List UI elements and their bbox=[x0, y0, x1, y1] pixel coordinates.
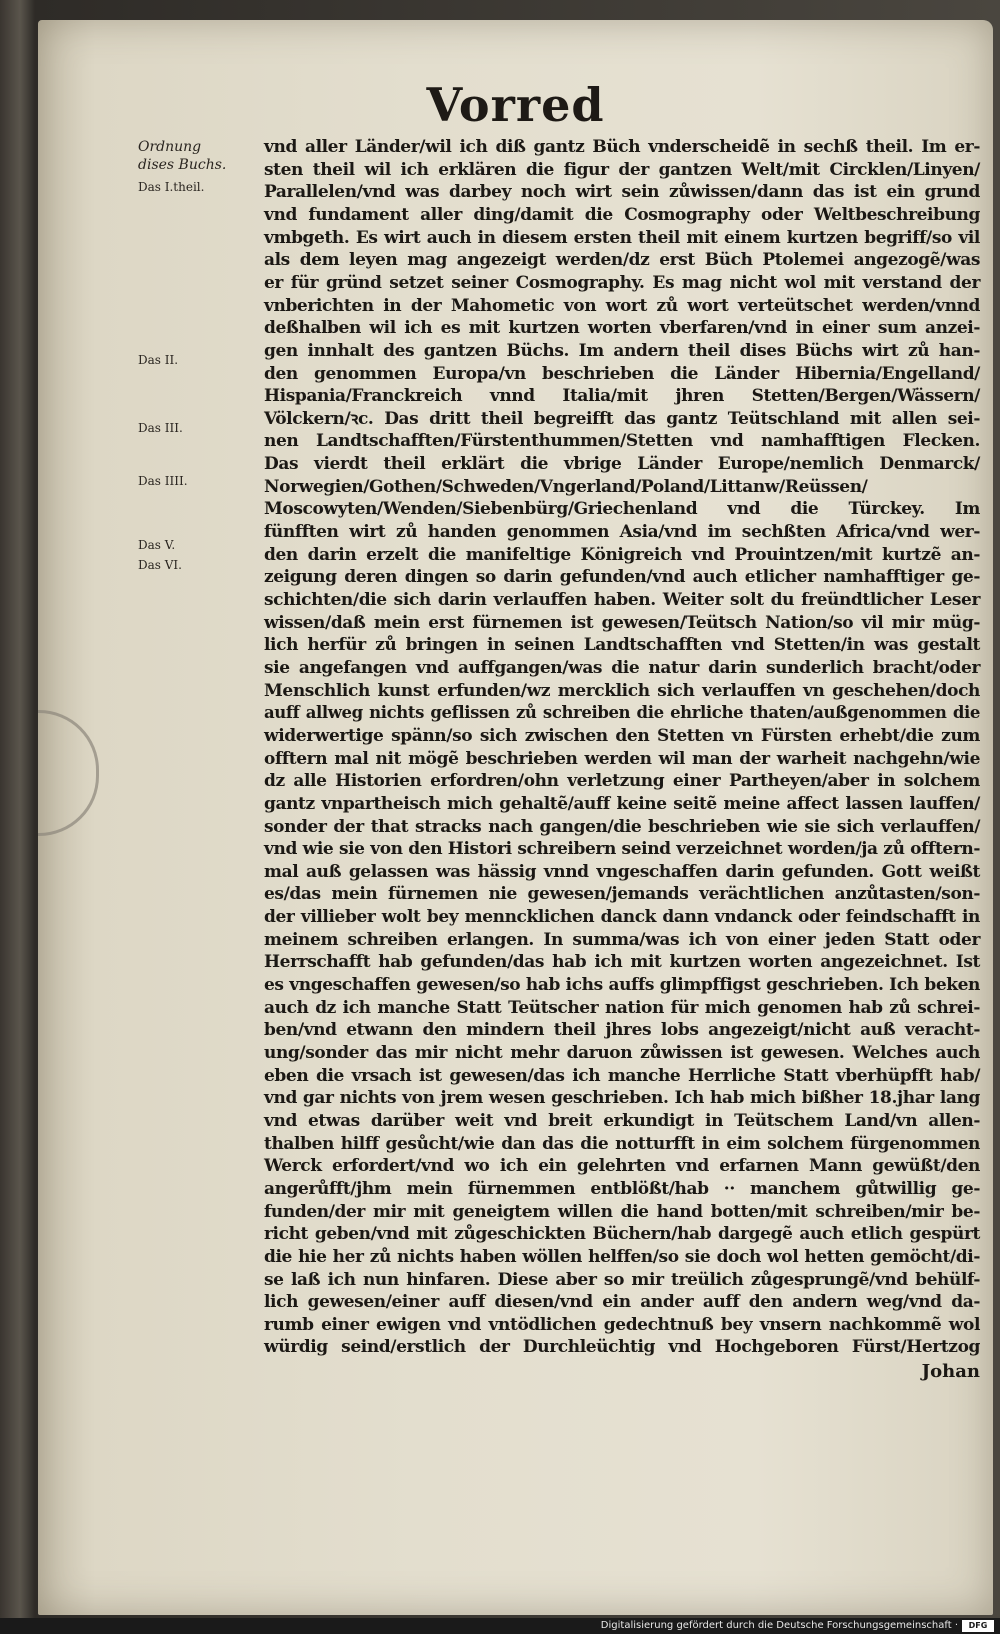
text-line: den genommen Europa/vn beschrieben die Länder Hibernia/Engelland/ bbox=[264, 363, 980, 384]
text-line: als dem leyen mag angezeigt werden/dz erst Büch Ptolemei angezogẽ/was bbox=[264, 250, 980, 271]
text-line: vmbgeth. Es wirt auch in diesem ersten theil mit einem kurtzen begriff/so vil bbox=[264, 227, 980, 248]
text-line: Parallelen/vnd was darbey noch wirt sein zůwissen/dann das ist ein grund bbox=[264, 182, 980, 203]
text-line: vnd etwas darüber weit vnd breit erkundigt in Teütschem Land/vn allen- bbox=[264, 1110, 980, 1131]
text-line: Norwegien/Gothen/Schweden/Vngerland/Poland/Littanw/Reüssen/ bbox=[264, 476, 868, 497]
text-line: angerůfft/jhm mein fürnemmen entblößt/hab ·· manchem gůtwillig ge- bbox=[264, 1178, 980, 1199]
text-line: Werck erfordert/vnd wo ich ein gelehrten vnd erfarnen Mann gewüßt/den bbox=[264, 1156, 980, 1177]
binding-clip bbox=[38, 710, 99, 836]
text-line: zeigung deren dingen so darin gefunden/vnd auch etlicher namhafftiger ge- bbox=[264, 567, 980, 588]
margin-note-dises-buchs: dises Buchs. bbox=[138, 157, 227, 173]
text-line: würdig seind/erstlich der Durchleüchtig vnd Hochgeboren Fürst/Hertzog bbox=[264, 1337, 980, 1358]
text-line: sten theil wil ich erklären die figur der gantzen Welt/mit Circklen/Linyen/ bbox=[264, 159, 980, 180]
text-line: mal auß gelassen was hässig vnnd vngeschaffen darin gefunden. Gott weißt bbox=[264, 861, 980, 882]
text-line: vnd wie sie von den Histori schreibern seind verzeichnet worden/ja zů offtern- bbox=[264, 839, 980, 860]
text-line: fünfften wirt zů handen genommen Asia/vnd im sechßten Africa/vnd wer- bbox=[264, 522, 980, 543]
text-line: gantz vnpartheisch mich gehaltẽ/auff keine seitẽ meine affect lassen lauffen/ bbox=[264, 793, 980, 814]
dfg-logo: DFG bbox=[962, 1620, 994, 1632]
text-line: gen innhalt des gantzen Büchs. Im andern theil dises Büchs wirt zů han- bbox=[264, 340, 980, 361]
text-line: lich herfür zů bringen in seinen Landtschafften vnd Stetten/in was gestalt bbox=[264, 635, 980, 656]
footer-bar bbox=[0, 1618, 1000, 1634]
text-line: vnd fundament aller ding/damit die Cosmography oder Weltbeschreibung bbox=[264, 204, 980, 225]
text-line: se laß ich nun hinfaren. Diese aber so mir treülich zůgesprungẽ/vnd behülf- bbox=[264, 1269, 980, 1290]
margin-note-das-i: Das I.theil. bbox=[138, 180, 205, 194]
text-line: es/das mein fürnemen nie gewesen/jemands verächtlichen anzůtasten/son- bbox=[264, 884, 980, 905]
text-line: Hispania/Franckreich vnnd Italia/mit jhren Stetten/Bergen/Wässern/ bbox=[264, 386, 980, 407]
text-line: widerwertige spänn/so sich zwischen den Stetten vn Fürsten erhebt/die zum bbox=[264, 725, 980, 746]
text-line: rumb einer ewigen vnd vntödlichen gedechtnuß bey vnsern nachkommẽ wol bbox=[264, 1314, 980, 1335]
running-head: Vorred bbox=[426, 78, 605, 132]
text-line: meinem schreiben erlangen. In summa/was ich von einer jeden Statt oder bbox=[264, 929, 980, 950]
text-line: die hie her zů nichts haben wöllen helffen/so sie doch wol hetten gemöcht/di- bbox=[264, 1246, 980, 1267]
text-line: nen Landtschafften/Fürstenthummen/Stetten vnd namhafftigen Flecken. bbox=[264, 431, 980, 452]
text-line: Völckern/ꝛc. Das dritt theil begreifft das gantz Teütschland mit allen sei- bbox=[264, 408, 980, 429]
margin-note-das-iii: Das III. bbox=[138, 421, 183, 435]
text-line: thalben hilff gesůcht/wie dan das die notturfft in eim solchem fürgenommen bbox=[264, 1133, 980, 1154]
text-line: ung/sonder das mir nicht mehr daruon zůwissen ist gewesen. Welches auch bbox=[264, 1043, 980, 1063]
margin-note-das-iiii: Das IIII. bbox=[138, 474, 188, 488]
text-line: vnd gar nichts von jrem wesen geschrieben. Ich hab mich bißher 18.jhar lang bbox=[264, 1088, 980, 1109]
text-line: auch dz ich manche Statt Teütscher nation für mich genomen hab zů schrei- bbox=[264, 997, 980, 1018]
text-line: offtern mal nit mögẽ beschrieben werden wil man der warheit nachgehn/wie bbox=[264, 748, 980, 769]
margin-note-das-vi: Das VI. bbox=[138, 558, 182, 572]
margin-note-ordnung: Ordnung bbox=[138, 139, 202, 155]
text-line: den darin erzelt die manifeltige Königreich vnd Prouintzen/mit kurtzẽ an- bbox=[264, 544, 980, 565]
text-line: schichten/die sich darin verlauffen haben. Weiter solt du freündtlicher Leser bbox=[264, 590, 980, 610]
catchword: Johan bbox=[921, 1361, 980, 1383]
text-line: der villieber wolt bey menncklichen danck dann vndanck oder feindschafft in bbox=[264, 907, 980, 928]
margin-note-das-v: Das V. bbox=[138, 538, 176, 552]
text-line: funden/der mir mit geneigtem willen die hand botten/mit schreiben/mir be- bbox=[264, 1201, 980, 1222]
text-line: auff allweg nichts geflissen zů schreiben die ehrliche thaten/außgenommen die bbox=[264, 703, 980, 723]
book-page bbox=[38, 20, 993, 1615]
text-line: Menschlich kunst erfunden/wz mercklich sich verlauffen vn geschehen/doch bbox=[264, 680, 980, 701]
text-line: eben die vrsach ist gewesen/das ich manche Herrliche Statt vberhüpfft hab/ bbox=[264, 1065, 980, 1086]
text-line: Das vierdt theil erklärt die vbrige Länder Europe/nemlich Denmarck/ bbox=[264, 454, 980, 475]
text-line: es vngeschaffen gewesen/so hab ichs auffs glimpffigst geschrieben. Ich beken bbox=[264, 975, 980, 996]
text-line: richt geben/vnd mit zůgeschickten Büchern/hab dargegẽ auch etlich gespürt bbox=[264, 1224, 980, 1245]
text-line: dz alle Historien erfordren/ohn verletzung einer Partheyen/aber in solchem bbox=[264, 771, 980, 792]
margin-note-das-ii: Das II. bbox=[138, 353, 179, 367]
footer-credit: Digitalisierung gefördert durch die Deutsche Forschungsgemeinschaft · bbox=[600, 1620, 958, 1631]
text-line: vnberichten in der Mahometic von wort zů wort verteütschet werden/vnnd bbox=[264, 295, 980, 316]
text-line: deßhalben wil ich es mit kurtzen worten vberfaren/vnd in einer sum anzei- bbox=[264, 318, 980, 339]
text-line: Herrschafft hab gefunden/das hab ich mit kurtzen worten angezeichnet. Ist bbox=[264, 952, 980, 973]
text-line: lich gewesen/einer auff diesen/vnd ein ander auff den andern weg/vnd da- bbox=[264, 1292, 980, 1313]
text-line: sie angefangen vnd auffgangen/was die natur darin sunderlich bracht/oder bbox=[264, 657, 980, 678]
text-line: Moscowyten/Wenden/Siebenbürg/Griechenland vnd die Türckey. Im bbox=[264, 499, 980, 520]
text-line: sonder der that stracks nach gangen/die beschrieben wie sie sich verlauffen/ bbox=[264, 816, 980, 837]
text-line: wissen/daß mein erst fürnemen ist gewesen/Teütsch Nation/so vil mir müg- bbox=[264, 612, 980, 633]
text-line: vnd aller Länder/wil ich diß gantz Büch vnderscheidẽ in sechß theil. Im er- bbox=[264, 137, 980, 157]
text-line: ben/vnd etwann den mindern theil jhres lobs angezeigt/nicht auß veracht- bbox=[264, 1020, 980, 1041]
text-line: er für gründ setzet seiner Cosmography. Es mag nicht wol mit verstand der bbox=[264, 272, 980, 293]
